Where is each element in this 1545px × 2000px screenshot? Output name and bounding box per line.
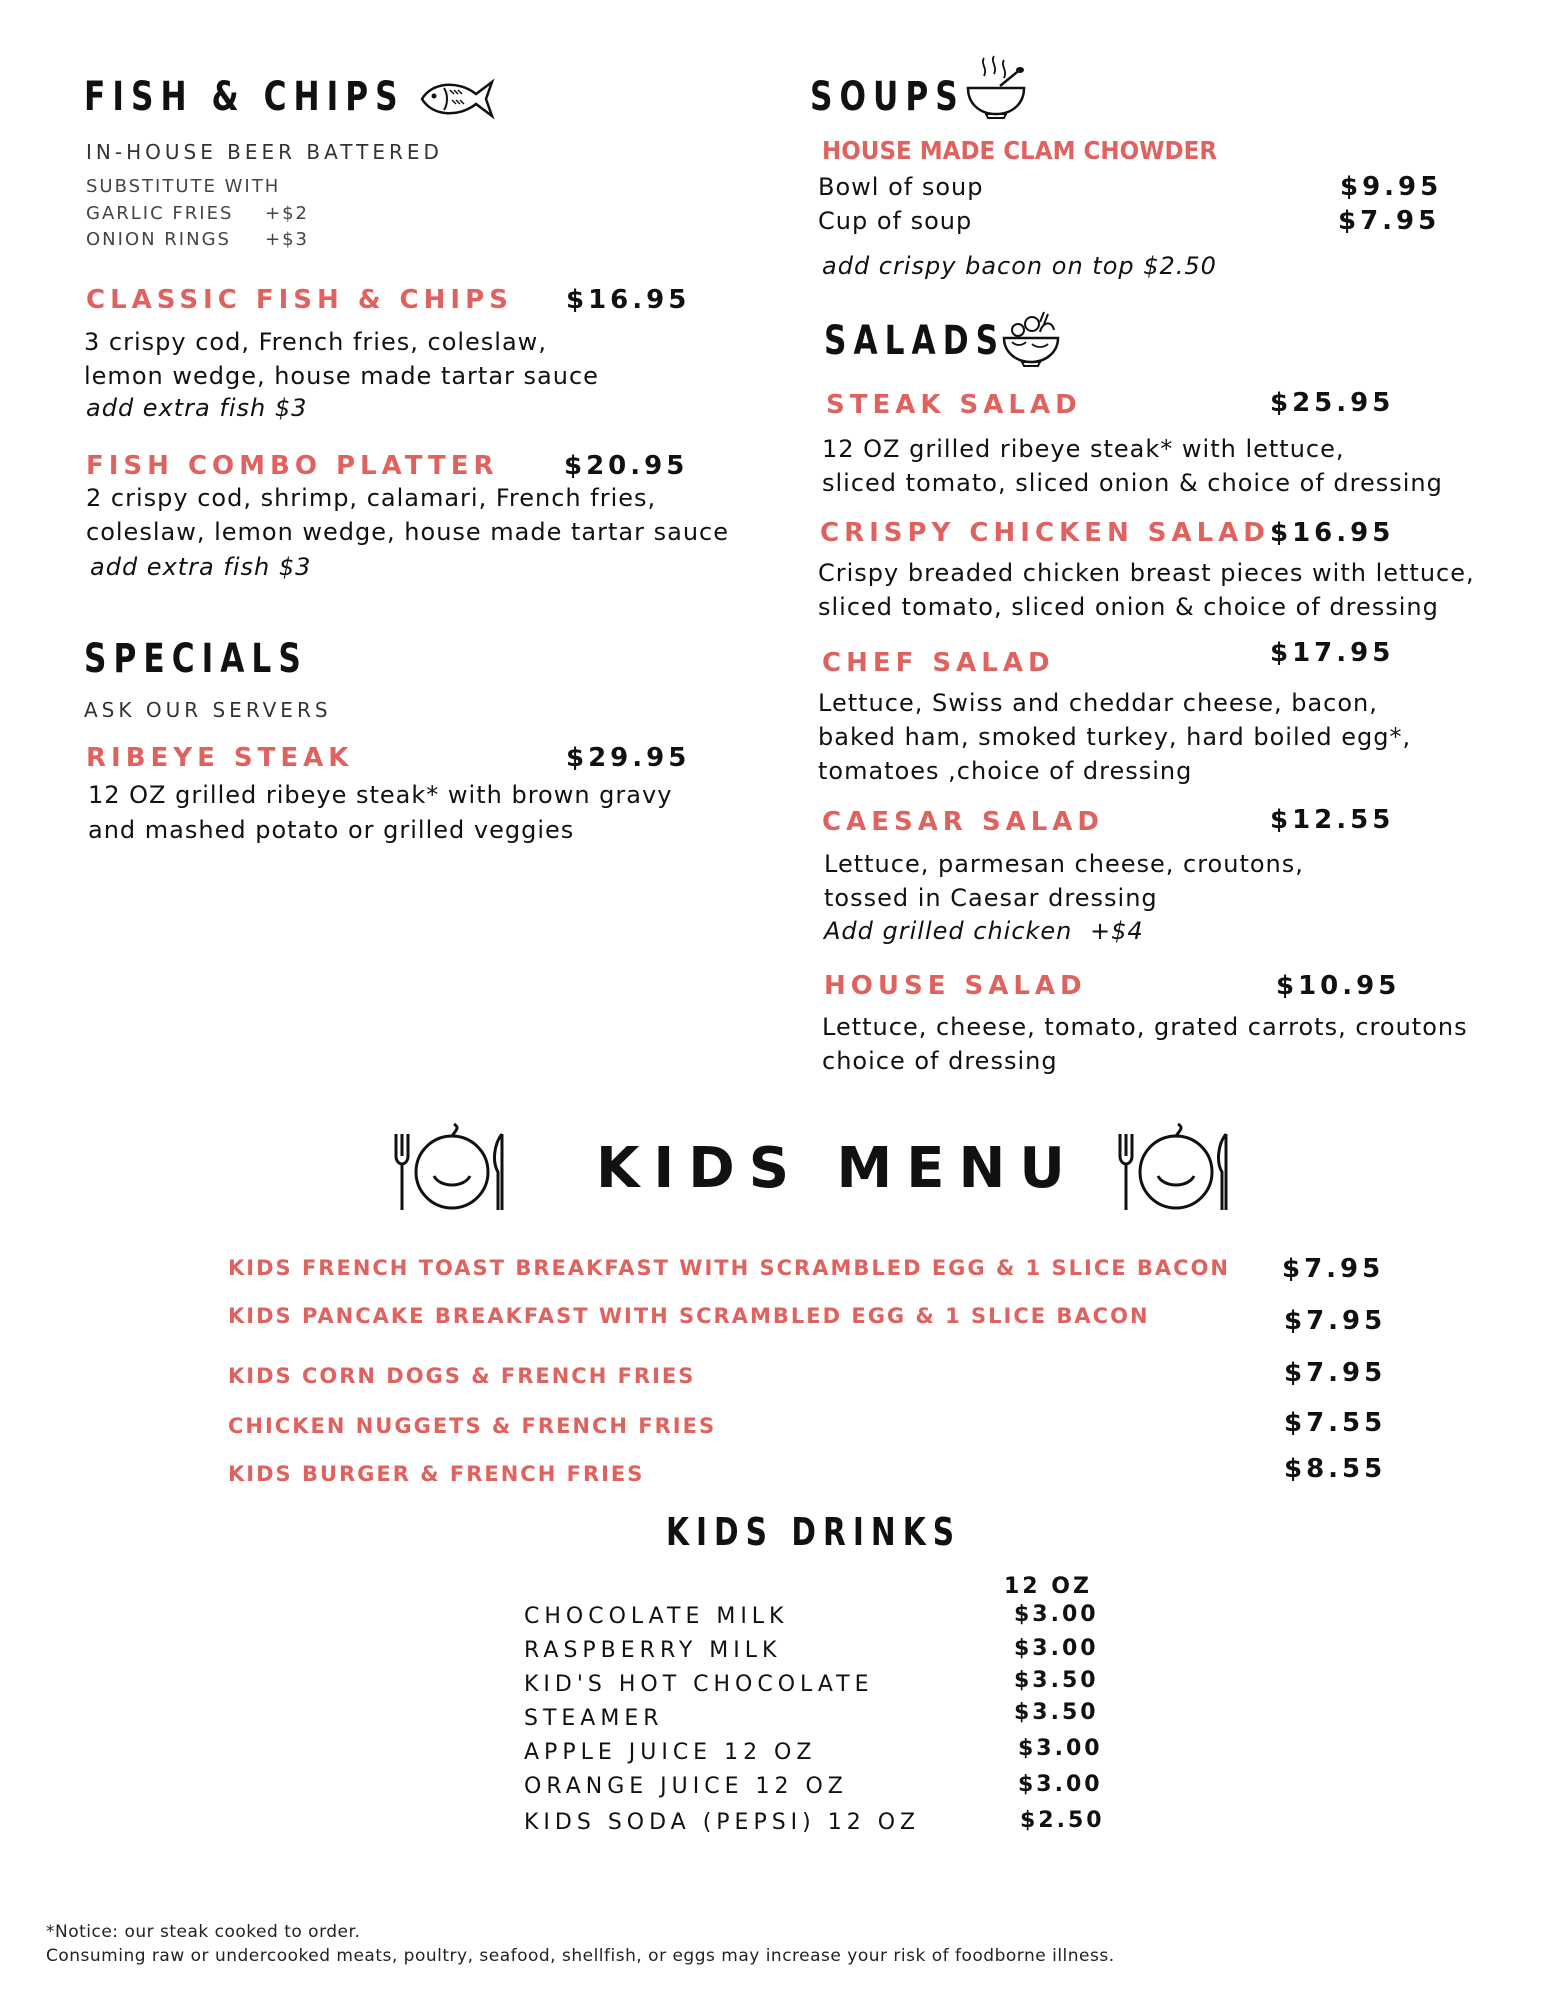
soup-item-name: HOUSE MADE CLAM CHOWDER: [822, 136, 1218, 165]
notice-line: *Notice: our steak cooked to order.: [46, 1922, 361, 1942]
drink-name: CHOCOLATE MILK: [524, 1604, 789, 1629]
menu-item-price: $25.95: [1270, 388, 1395, 418]
kids-item-price: $7.55: [1284, 1408, 1387, 1438]
specials-heading: SPECIALS: [84, 636, 308, 682]
menu-item-description: 12 OZ grilled ribeye steak* with brown gravy: [88, 781, 673, 809]
soups-heading: SOUPS: [810, 74, 965, 120]
drink-price: $3.50: [1014, 1700, 1099, 1725]
drink-price: $2.50: [1020, 1808, 1105, 1833]
soup-option-price: $7.95: [1338, 206, 1441, 236]
menu-item-price: $10.95: [1276, 971, 1401, 1001]
menu-item-description: 2 crispy cod, shrimp, calamari, French fries,: [86, 484, 657, 512]
drink-price: $3.00: [1014, 1602, 1099, 1627]
kids-item-name: KIDS BURGER & FRENCH FRIES: [228, 1462, 645, 1486]
substitute-name: GARLIC FRIES: [86, 203, 234, 224]
menu-item-name: RIBEYE STEAK: [86, 743, 354, 773]
salads-heading: SALADS: [824, 318, 1006, 364]
menu-item-name: CAESAR SALAD: [822, 807, 1105, 837]
menu-item-name: CRISPY CHICKEN SALAD: [820, 518, 1270, 548]
menu-item-name: CLASSIC FISH & CHIPS: [86, 285, 513, 315]
drink-name: ORANGE JUICE 12 OZ: [524, 1774, 848, 1799]
drink-name: KIDS SODA (PEPSI) 12 OZ: [524, 1810, 921, 1835]
substitute-price: +$2: [265, 203, 309, 224]
drink-name: APPLE JUICE 12 OZ: [524, 1740, 817, 1765]
menu-item-description: 12 OZ grilled ribeye steak* with lettuce,: [822, 435, 1345, 463]
menu-item-name: HOUSE SALAD: [824, 971, 1087, 1001]
drinks-size-header: 12 OZ: [1004, 1574, 1092, 1599]
menu-item-extra-price: +$4: [1090, 917, 1144, 945]
menu-item-description: sliced tomato, sliced onion & choice of dressing: [822, 469, 1443, 497]
fish-chips-heading: FISH & CHIPS: [84, 74, 405, 120]
substitute-name: ONION RINGS: [86, 229, 231, 250]
fish-chips-subtitle: IN-HOUSE BEER BATTERED: [86, 140, 443, 164]
plate-fork-knife-icon: [1114, 1122, 1238, 1214]
kids-menu-heading: KIDS MENU: [596, 1136, 1079, 1201]
kids-item-name: KIDS CORN DOGS & FRENCH FRIES: [228, 1364, 696, 1388]
menu-item-price: $17.95: [1270, 638, 1395, 668]
menu-item-price: $16.95: [1270, 518, 1395, 548]
kids-drinks-heading: KIDS DRINKS: [666, 1510, 962, 1554]
menu-item-extra: add extra fish $3: [86, 394, 308, 422]
plate-fork-knife-icon: [390, 1122, 514, 1214]
kids-item-price: $8.55: [1284, 1454, 1387, 1484]
menu-item-description: coleslaw, lemon wedge, house made tartar sauce: [86, 518, 729, 546]
menu-item-extra: add extra fish $3: [90, 553, 312, 581]
menu-item-price: $29.95: [566, 743, 691, 773]
fish-icon: [418, 76, 498, 122]
soup-bowl-icon: [964, 54, 1028, 120]
drink-price: $3.50: [1014, 1668, 1099, 1693]
soup-option-name: Cup of soup: [818, 207, 973, 235]
drink-price: $3.00: [1018, 1772, 1103, 1797]
kids-item-price: $7.95: [1284, 1358, 1387, 1388]
soup-option-price: $9.95: [1340, 172, 1443, 202]
menu-item-description: tomatoes ,choice of dressing: [818, 757, 1193, 785]
menu-item-name: CHEF SALAD: [822, 648, 1055, 678]
drink-name: KID'S HOT CHOCOLATE: [524, 1672, 874, 1697]
drink-price: $3.00: [1014, 1636, 1099, 1661]
menu-item-description: Lettuce, cheese, tomato, grated carrots, croutons: [822, 1013, 1468, 1041]
kids-item-name: KIDS FRENCH TOAST BREAKFAST WITH SCRAMBLED EGG & 1 SLICE BACON: [228, 1256, 1230, 1280]
specials-subtitle: ASK OUR SERVERS: [84, 698, 332, 722]
menu-item-description: Lettuce, Swiss and cheddar cheese, bacon,: [818, 689, 1378, 717]
menu-item-price: $20.95: [564, 451, 689, 481]
drink-name: RASPBERRY MILK: [524, 1638, 782, 1663]
menu-item-price: $16.95: [566, 285, 691, 315]
drink-name: STEAMER: [524, 1706, 664, 1731]
kids-item-price: $7.95: [1282, 1254, 1385, 1284]
menu-item-description: Crispy breaded chicken breast pieces with lettuce,: [818, 559, 1475, 587]
menu-item-name: STEAK SALAD: [826, 390, 1082, 420]
menu-item-description: lemon wedge, house made tartar sauce: [84, 362, 599, 390]
substitute-label: SUBSTITUTE WITH: [86, 176, 281, 197]
menu-item-description: and mashed potato or grilled veggies: [88, 816, 575, 844]
menu-item-name: FISH COMBO PLATTER: [86, 451, 499, 481]
menu-item-description: Lettuce, parmesan cheese, croutons,: [824, 850, 1304, 878]
kids-item-name: CHICKEN NUGGETS & FRENCH FRIES: [228, 1414, 717, 1438]
substitute-price: +$3: [265, 229, 309, 250]
salad-bowl-icon: [1000, 306, 1062, 368]
menu-item-description: choice of dressing: [822, 1047, 1058, 1075]
menu-item-description: baked ham, smoked turkey, hard boiled egg*,: [818, 723, 1412, 751]
kids-item-price: $7.95: [1284, 1306, 1387, 1336]
kids-item-name: KIDS PANCAKE BREAKFAST WITH SCRAMBLED EGG & 1 SLICE BACON: [228, 1304, 1150, 1328]
notice-line: Consuming raw or undercooked meats, poultry, seafood, shellfish, or eggs may increase your risk of foodborne illness.: [46, 1946, 1115, 1966]
menu-item-description: tossed in Caesar dressing: [824, 884, 1158, 912]
menu-item-price: $12.55: [1270, 805, 1395, 835]
soup-extra: add crispy bacon on top $2.50: [822, 252, 1217, 280]
soup-option-name: Bowl of soup: [818, 173, 984, 201]
menu-item-extra: Add grilled chicken: [824, 917, 1073, 945]
drink-price: $3.00: [1018, 1736, 1103, 1761]
menu-item-description: 3 crispy cod, French fries, coleslaw,: [84, 328, 547, 356]
menu-item-description: sliced tomato, sliced onion & choice of dressing: [818, 593, 1439, 621]
